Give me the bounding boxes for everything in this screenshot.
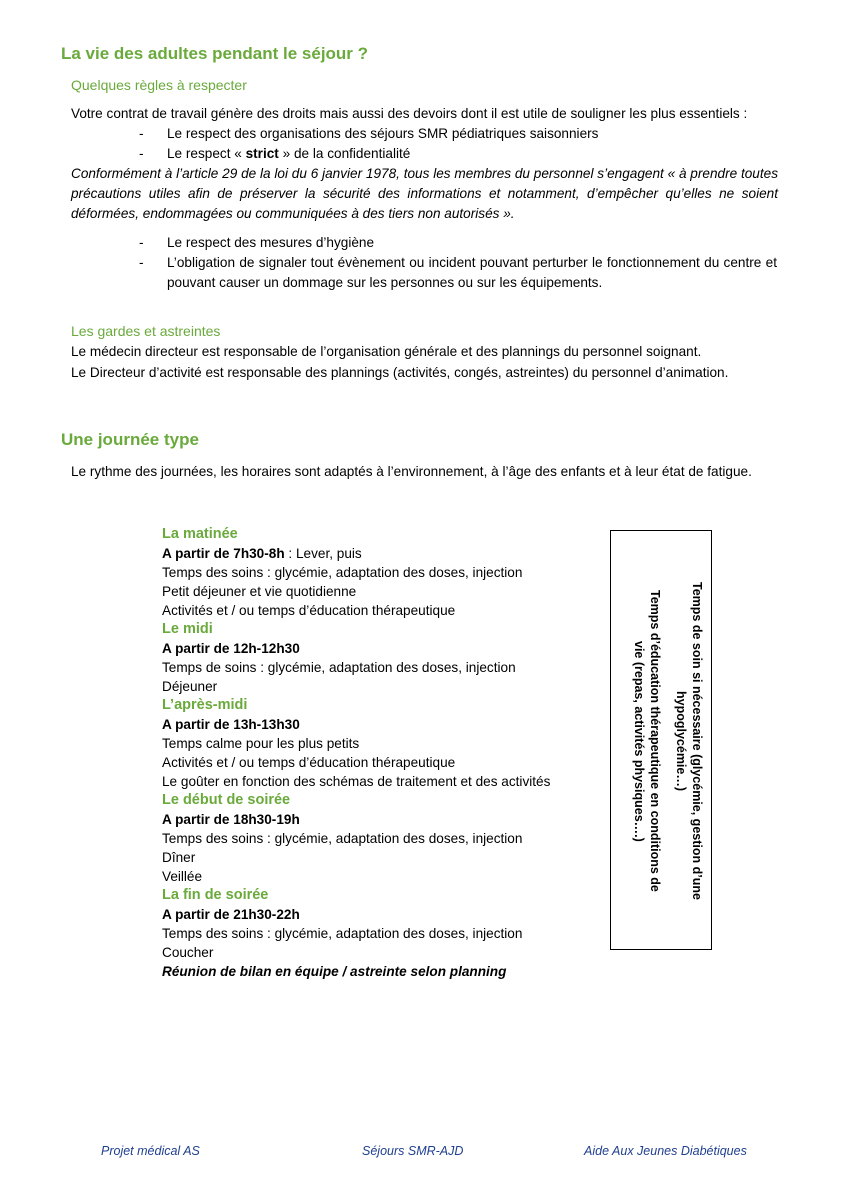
schedule-line: Veillée <box>162 869 203 884</box>
schedule-time: A partir de 13h-13h30 <box>162 717 300 732</box>
rule-item: - Le respect des organisations des séjours SMR pédiatriques saisonniers <box>139 124 779 144</box>
schedule-line: Coucher <box>162 945 214 960</box>
schedule-closing: Réunion de bilan en équipe / astreinte selon planning <box>162 964 507 979</box>
journee-intro: Le rythme des journées, les horaires sont adaptés à l’environnement, à l’âge des enfants et à leur état de fatigue. <box>71 464 752 479</box>
gardes-line-2: Le Directeur d’activité est responsable des plannings (activités, congés, astreintes) du personnel d’animation. <box>71 365 729 380</box>
subtitle-regles: Quelques règles à respecter <box>71 77 247 93</box>
schedule-line: Petit déjeuner et vie quotidienne <box>162 584 357 599</box>
schedule-heading-midi: Le midi <box>162 621 213 637</box>
section-title-journee: Une journée type <box>61 430 199 449</box>
rule-item-strict: - Le respect « strict » de la confidentialité <box>139 144 779 164</box>
schedule-line: Temps des soins : glycémie, adaptation des doses, injection <box>162 926 523 941</box>
schedule-line: Déjeuner <box>162 679 218 694</box>
schedule-line: Temps des soins : glycémie, adaptation des doses, injection <box>162 831 523 846</box>
schedule-heading-apres-midi: L’après-midi <box>162 697 248 713</box>
schedule-time: A partir de 7h30-8h : Lever, puis <box>162 546 362 561</box>
schedule-time: A partir de 12h-12h30 <box>162 641 300 656</box>
schedule-time: A partir de 21h30-22h <box>162 907 300 922</box>
schedule-heading-fin-soiree: La fin de soirée <box>162 887 269 903</box>
rules-list-1 <box>139 124 779 164</box>
side-box-line-2: Temps d’éducation thérapeutique en conditions de vie (repas, activités physiques….) <box>632 590 662 892</box>
schedule-line: Le goûter en fonction des schémas de traitement et des activités <box>162 774 551 789</box>
schedule-time: A partir de 18h30-19h <box>162 812 300 827</box>
schedule-line: Temps calme pour les plus petits <box>162 736 360 751</box>
schedule <box>162 525 602 981</box>
subtitle-gardes: Les gardes et astreintes <box>71 323 221 339</box>
section-title-vie-adultes: La vie des adultes pendant le séjour ? <box>61 44 369 63</box>
side-box-line-1: Temps de soin si nécessaire (glycémie, gestion d’une hypoglycémie…) <box>674 582 704 900</box>
schedule-line: Activités et / ou temps d’éducation thérapeutique <box>162 603 456 618</box>
footer-center: Séjours SMR-AJD <box>362 1144 464 1158</box>
schedule-line: Temps de soins : glycémie, adaptation des doses, injection <box>162 660 516 675</box>
gardes-line-1: Le médecin directeur est responsable de l’organisation générale et des plannings du personnel soignant. <box>71 344 702 359</box>
schedule-heading-debut-soiree: Le début de soirée <box>162 792 291 808</box>
intro-contrat: Votre contrat de travail génère des droits mais aussi des devoirs dont il est utile de souligner les plus essentiels : <box>71 106 748 121</box>
rules-list-2 <box>139 233 777 293</box>
side-box <box>610 530 712 950</box>
confidentiality-paragraph: Conformément à l’article 29 de la loi du 6 janvier 1978, tous les membres du personnel s’engagent « à prendre toutes précautions utiles afin de préserver la sécurité des informations et notamment, d’empêcher qu’elles ne soient déformées, endommagées ou communiquées à des tiers non autorisés ». <box>71 166 778 221</box>
footer-right: Aide Aux Jeunes Diabétiques <box>584 1144 747 1158</box>
schedule-line: Activités et / ou temps d’éducation thérapeutique <box>162 755 456 770</box>
rule-item: - Le respect des mesures d’hygiène <box>139 233 777 253</box>
rule-item: - L’obligation de signaler tout évènement ou incident pouvant perturber le fonctionnement du centre et pouvant causer un dommage sur les personnes ou sur les équipements. <box>139 253 777 293</box>
schedule-line: Temps des soins : glycémie, adaptation des doses, injection <box>162 565 523 580</box>
footer-left: Projet médical AS <box>101 1144 200 1158</box>
schedule-line: Dîner <box>162 850 196 865</box>
schedule-heading-matinee: La matinée <box>162 526 238 542</box>
